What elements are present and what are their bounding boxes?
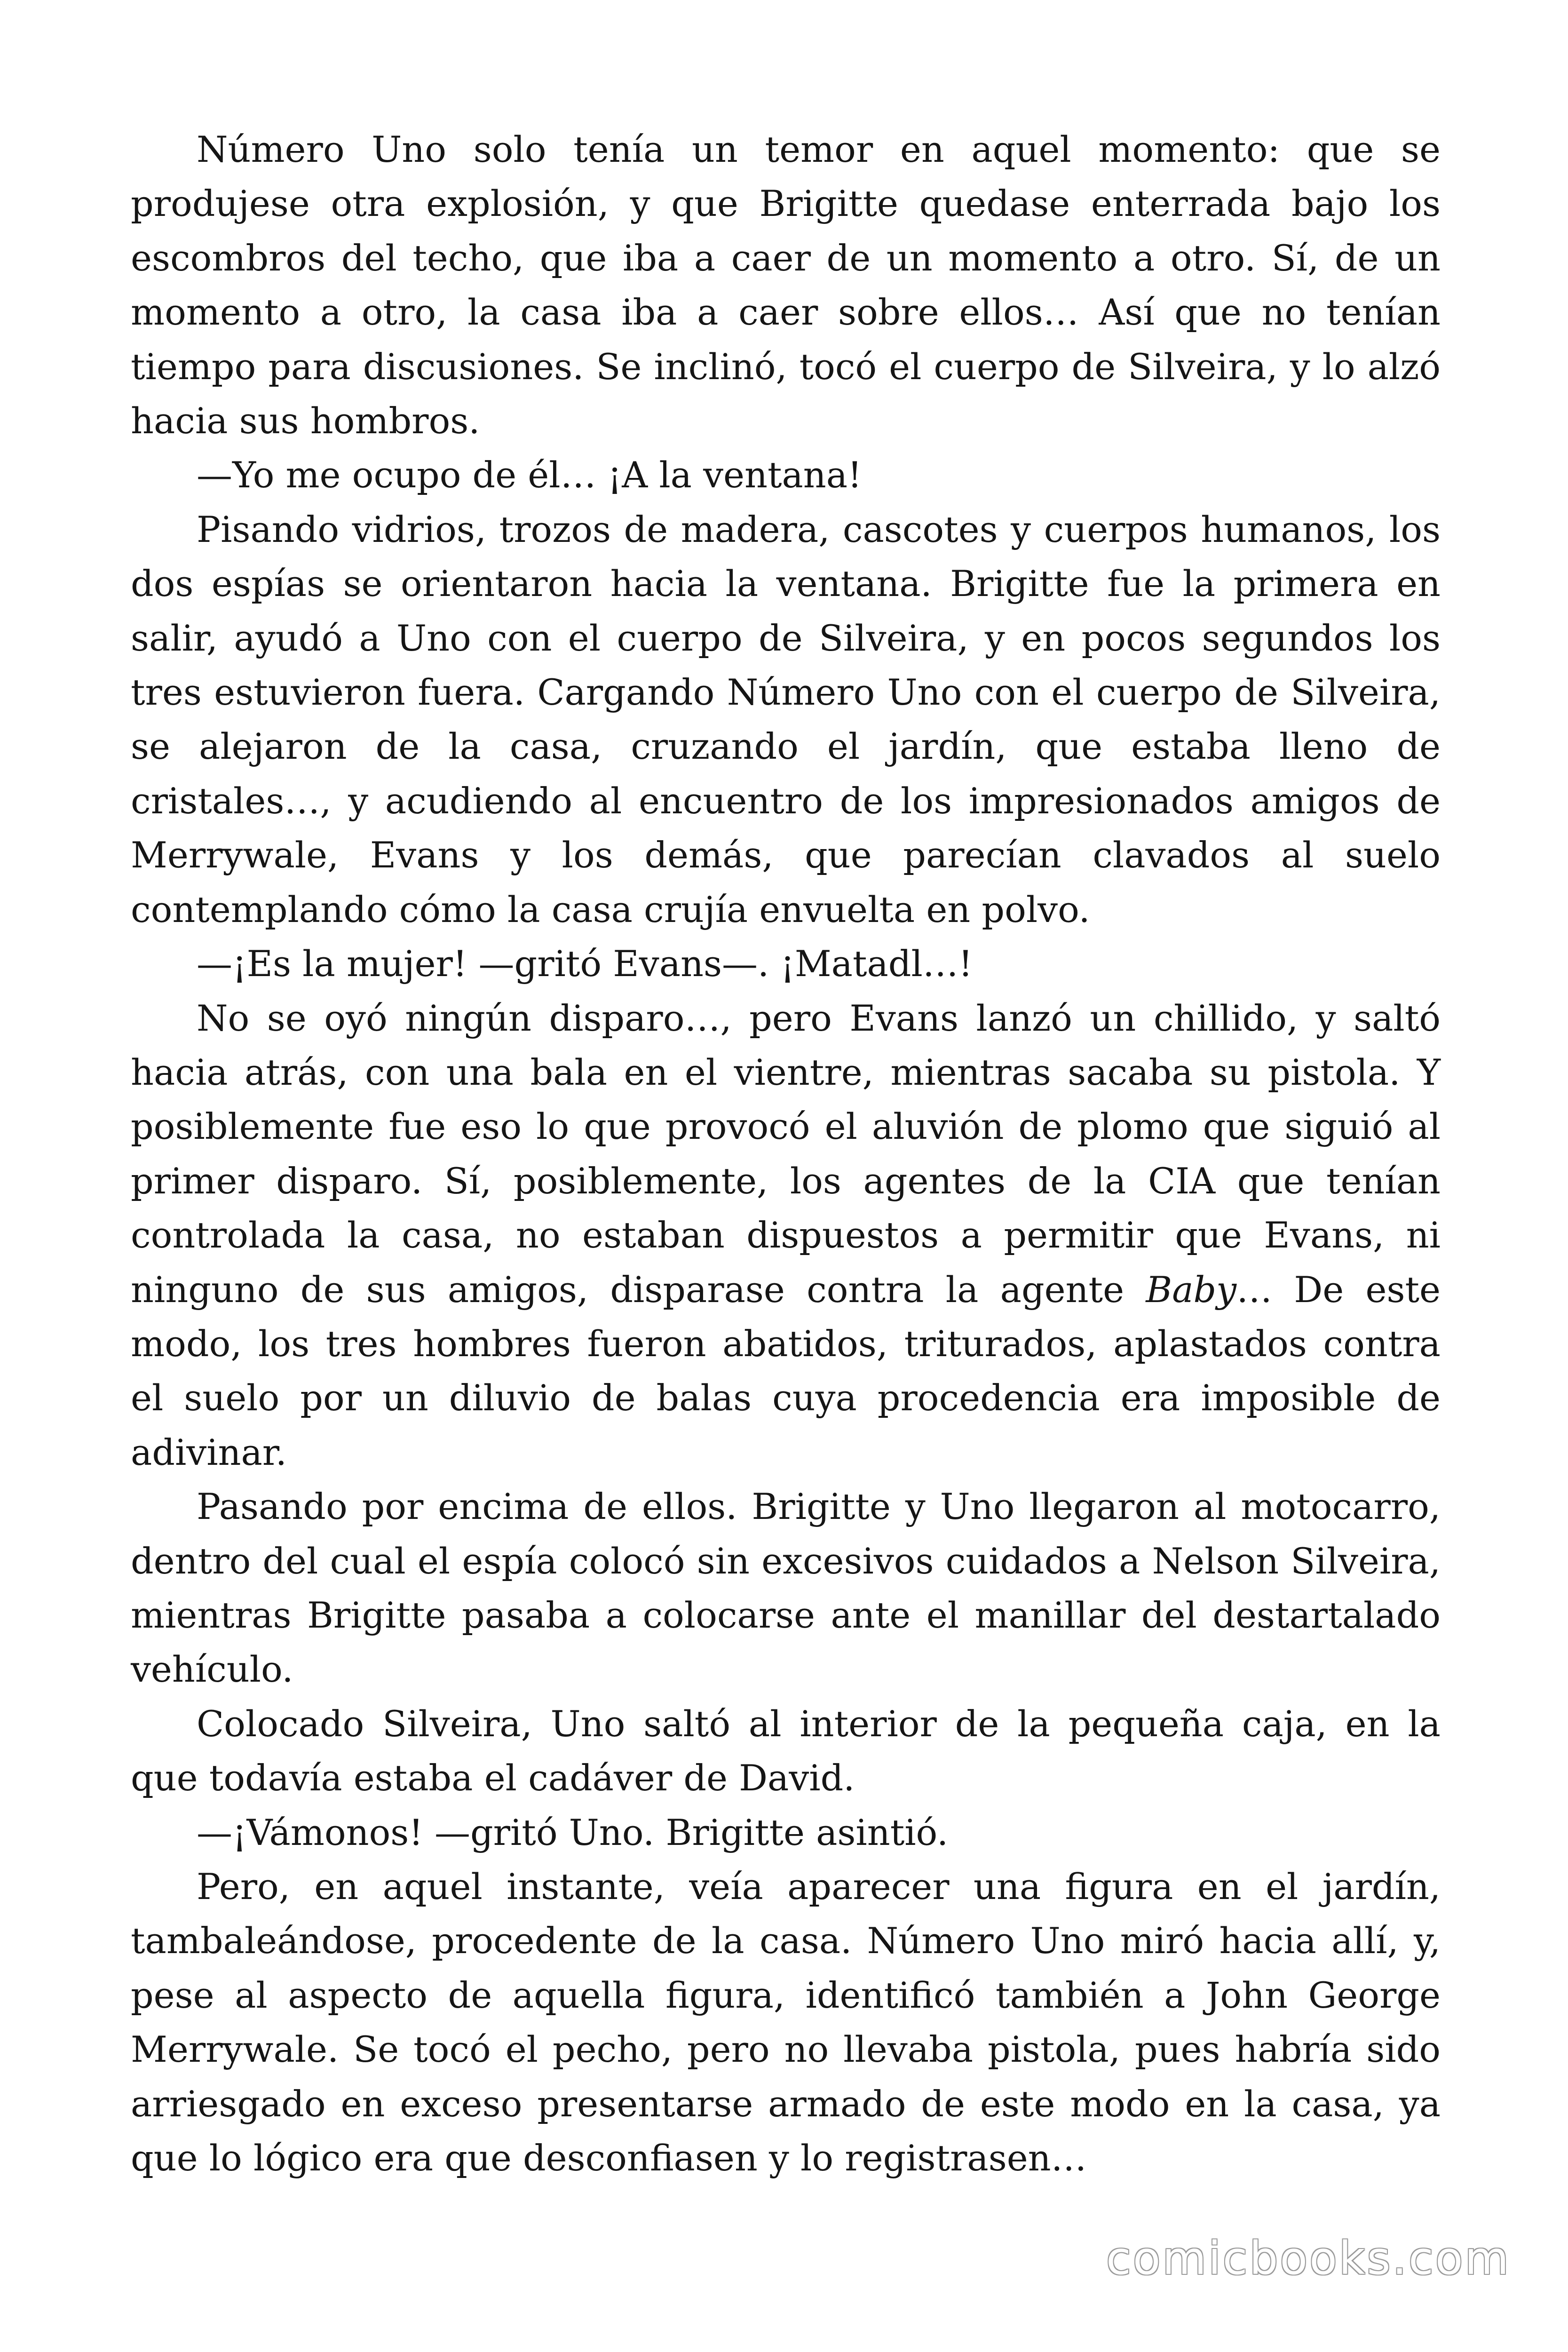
paragraph-text: No se oyó ningún disparo…, pero Evans lanzó un chillido, y saltó hacia atrás, con una bala en el vientre, mientras sacaba su pistola. Y posiblemente fue eso lo que provocó el aluvión de plomo que siguió al primer disparo. Sí, posiblemente, los agentes de la CIA que tenían controlada la casa, no estaban dispuestos a permitir que Evans, ni ninguno de sus amigos, disparase contra la agente xyxy=(131,997,1441,1311)
paragraph xyxy=(131,991,1441,1480)
paragraph-text: … De este modo, los tres hombres fueron abatidos, triturados, aplastados contra el suelo por un diluvio de balas cuya procedencia era imposible de adivinar. xyxy=(131,1268,1441,1473)
paragraph: Número Uno solo tenía un temor en aquel momento: que se produjese otra explosión, y que Brigitte quedase enterrada bajo los escombros del techo, que iba a caer de un momento a otro. Sí, de un momento a otro, la casa iba a caer sobre ellos… Así que no tenían tiempo para discusiones. Se inclinó, tocó el cuerpo de Silveira, y lo alzó hacia sus hombros. xyxy=(131,128,1441,442)
paragraph: —¡Vámonos! —gritó Uno. Brigitte asintió. xyxy=(197,1811,949,1853)
paragraph: Colocado Silveira, Uno saltó al interior de la pequeña caja, en la que todavía estaba el cadáver de David. xyxy=(131,1702,1441,1799)
book-page-text xyxy=(131,122,1441,2185)
watermark: comicbooks.com xyxy=(1106,2232,1511,2285)
paragraph: Pisando vidrios, trozos de madera, cascotes y cuerpos humanos, los dos espías se orientaron hacia la ventana. Brigitte fue la primera en salir, ayudó a Uno con el cuerpo de Silveira, y en pocos segundos los tres estuvieron fuera. Cargando Número Uno con el cuerpo de Silveira, se alejaron de la casa, cruzando el jardín, que estaba lleno de cristales…, y acudiendo al encuentro de los impresionados amigos de Merrywale, Evans y los demás, que parecían clavados al suelo contemplando cómo la casa crujía envuelta en polvo. xyxy=(131,508,1441,930)
paragraph: —Yo me ocupo de él… ¡A la ventana! xyxy=(197,454,862,496)
emphasized-name: Baby xyxy=(1146,1268,1237,1311)
paragraph: —¡Es la mujer! —gritó Evans—. ¡Matadl…! xyxy=(197,943,973,985)
paragraph: Pero, en aquel instante, veía aparecer una figura en el jardín, tambaleándose, procedente de la casa. Número Uno miró hacia allí, y, pese al aspecto de aquella figura, identificó también a John George Merrywale. Se tocó el pecho, pero no llevaba pistola, pues habría sido arriesgado en exceso presentarse armado de este modo en la casa, ya que lo lógico era que desconfiasen y lo registrasen… xyxy=(131,1866,1441,2179)
paragraph: Pasando por encima de ellos. Brigitte y Uno llegaron al motocarro, dentro del cual el espía colocó sin excesivos cuidados a Nelson Silveira, mientras Brigitte pasaba a colocarse ante el manillar del destartalado vehículo. xyxy=(131,1486,1441,1691)
